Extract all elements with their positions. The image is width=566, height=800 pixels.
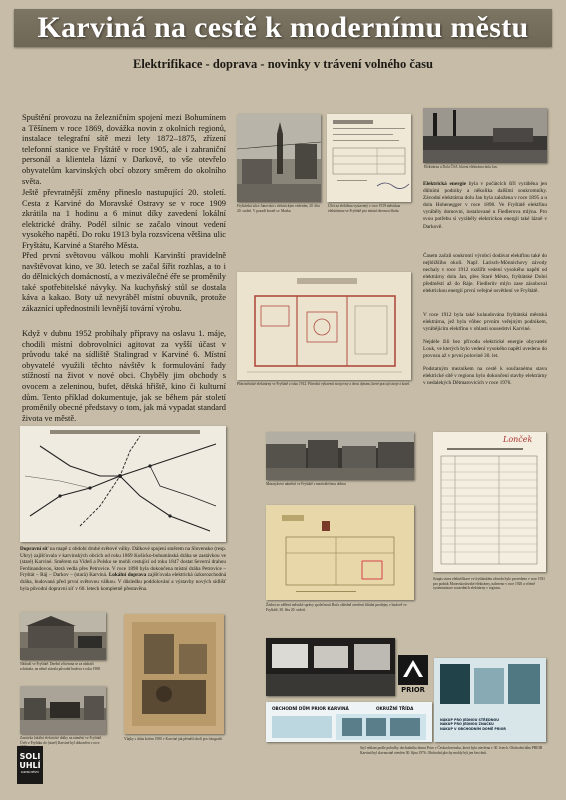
photo-plant-drawing	[423, 108, 547, 163]
doc-invoice-drawing	[327, 114, 411, 202]
photo-power-plant	[423, 108, 547, 163]
doc-electricity-invoice	[327, 114, 411, 202]
prior-small-ad	[434, 658, 546, 742]
soli-uhli-logo	[17, 746, 43, 784]
electricity-paragraph-2: Časem začali soukromí výrobci dodávat elektřinu také do nejbližšího okolí. Např. Larisch-Mönnichovy závody nechaly v roce 1912 rozšířit vedení vysokého napětí od elektrárny dolu Jan, přes Staré Město, fryštátské Dolní předměstí až do Ráje. Fiedlerův mlýn zase zásoboval elektrickou energií první veřejné osvětlení ve Fryštátě.	[423, 253, 547, 295]
map-caption-text-1: na mapě z období druhé světové války. Dálkové spojení směrem na Slovensko (resp. Uhry) zajišťovala v karvinských obcích od roku 1869 Košicko-bohumínská dráha se zastávkou ve (staré) Karviné. Směrem na Vídeň a Polsko se mohli cestující od roku 1847 dostat Severní drahou Ferdinandovou, která vedla přes Petrovice. V roce 1898 byla dokončena místní dráha Petrovice – Fryštát – Ráj – Darkov – (stará) Karviná.	[20, 546, 226, 579]
prior-logo	[398, 655, 428, 695]
map-caption-1	[20, 546, 226, 592]
electricity-paragraph-5: Podstatným mezníkem na cestě k současnému stavu elektrické sítě v regionu bylo dokončení stavby elektrárny v nedalekých Dětmarovicích v roce 1976.	[423, 366, 547, 387]
photo-street-drawing	[237, 114, 321, 202]
caption-prior: Styl reklam podle pobočky obchodního domu Prior v Československu, která byla otevřena v 30. letech. Obchodní dům PRIOR Karviná byl slavnostně otevřen 30. října 1976. Obchodní plochy mohly být jen šest dnů.	[360, 746, 543, 755]
logo-line-2: UHLÍ	[19, 761, 41, 770]
doc-bata-request	[266, 505, 414, 600]
paragraph-2: Ještě převratnější změny přineslo nastupující 20. století. Cesta z Karviné do Moravské Ostravy se v roce 1909 zkrátila na 1 hodinu a 6 minut díky zavedení lokální elektrické dráhy. Podél silnic se začalo vinout vedení vysokého napětí. Do roku 1913 byla rozsvícena většina ulic Fryštátu, Karviné a Starého Města.	[22, 188, 226, 250]
paragraph-4: Když v dubnu 1952 probíhaly přípravy na oslavu 1. máje, chodili místní dobrovolníci agitovat za vyšší účast v průvodu také na sídliště Stalingrad v Karviné 6. Místní obyvatelé využili těchto návštěv k formulování řady stížností na život v nové obci. Chyběly jim obchody s ovocem a zeleninou, bufet, dětská hřiště, kino či kulturní dům. Tento příklad dokumentuje, jak se během pár století proměnily obecné představy o tom, jak má vypadat standard života ve městě.	[22, 329, 226, 423]
prior-advert-headline: OBCHODNÍ DŮM PRIOR KARVINÁ	[272, 706, 349, 711]
doc-list-drawing	[433, 432, 546, 572]
electricity-text-1: byla v počátcích šíří vyráběna jen důlními podniky a několika dalšími soukromníky. Závodní elektrárna dolu Jan byla založena v roce 1895 a u dolu Hohenegger v roce 1898. Ve Fryštátě elektřinu vyráběly domovní, instalované u Fiedlerova mlýna. Pro svou potřebu si vyráběly elektrickou energii také lázně v Darkově.	[423, 181, 547, 230]
prior-advert	[266, 702, 432, 742]
photo-railway-station	[20, 612, 106, 660]
poster-title: Karviná na cestě k modernímu městu	[37, 11, 529, 44]
photo-tram-stop	[20, 686, 106, 734]
logo-sub: KARVINÁ MĚSTO	[21, 771, 39, 774]
prior-advert-drawing	[266, 714, 432, 742]
caption-bata: Žádost ze sdělení městské správy společnosti Baťa ohledně otevření filiální prodejny v budově ve Fryštátě, 30. léta 20. století.	[266, 603, 407, 612]
caption-tram: Zastávka lokální elektrické dráhy na náměstí ve Fryštátě. Úvěr z Fryštátu do (staré) Karviné byl dokončen v roce	[20, 736, 103, 745]
electricity-paragraph-1	[423, 181, 547, 231]
prior-small-ad-drawing	[434, 658, 546, 718]
map-caption-lead-2: Lokální doprava	[108, 572, 147, 579]
electricity-paragraph-3: V roce 1912 byla také kolaudována fryštátská městská elektrárna, jež byla vůbec prvním veřejným podnikem, vyrábějícím elektřinu v oblasti sousedství Karviné.	[423, 312, 547, 333]
map-drawing	[20, 426, 226, 542]
caption-power-plant: Elektrárna u Dolu ČSA, hlavní elektrárna dolu Jan.	[424, 165, 498, 169]
caption-street: Fryštátská ulice Janovská s elektrickým vedením, 20. léta 20. století. V pozadí kostel sv. Marka.	[237, 204, 320, 213]
caption-invoice: Účet za elektřinu vystavený v roce 1919 městskou elektrárnou ve Fryštátě pro místní obecnou školu.	[328, 204, 401, 213]
electricity-lead: Elektrická energie	[423, 181, 467, 187]
prior-logo-mark	[398, 655, 428, 685]
title-bar	[14, 9, 552, 47]
prior-small-ad-text: NÁKUP PRO JEDNOU STŘEDNOU NÁKUP PRO JEDNOU ZNAČKU NÁKUP V OBCHODNÍM DOMĚ PRIOR	[440, 718, 506, 731]
caption-square: Masarykovo náměstí ve Fryštátě s meziválečnou dobou	[266, 482, 346, 486]
photo-postcard	[124, 614, 224, 734]
prior-logo-text: PRIOR	[401, 686, 425, 694]
photo-square-drawing	[266, 432, 414, 480]
photo-station-drawing	[20, 612, 106, 660]
map-caption-lead-1: Dopravní síť	[20, 546, 49, 552]
map-transport-network	[20, 426, 226, 542]
doc-electrification-list	[433, 432, 546, 572]
doc-bata-drawing	[266, 505, 414, 600]
doc-list-signature: Lonček	[503, 435, 533, 444]
caption-plan: Plán městské elektrárny ve Fryštátě z roku 1912. Původní vybavení strojovny a dvou dynam, které pracují stroje a kotel.	[237, 382, 410, 386]
electricity-paragraph-4: Nejdéle žili bez přívodu elektrické energie obyvatelé Louk, ve kterých bylo vedení vysokého napětí uvedeno do provozu až v první polovině 30. let.	[423, 339, 548, 360]
poster-subtitle: Elektrifikace - doprava - novinky v trávení volného času	[132, 57, 433, 71]
photo-store-drawing	[266, 638, 395, 696]
photo-street-janovska	[237, 114, 321, 202]
logo-line-1: SOLI	[19, 752, 41, 761]
plan-drawing	[237, 272, 411, 380]
prior-advert-side: OKRUŽNÍ TŘÍDA	[376, 706, 414, 711]
photo-store-interior	[266, 638, 395, 696]
caption-list: Soupis stavu elektrifikace ve fryštátském obvodu bylo provedeno v roce 1931 pro podnik Moravskoslezské elektrárny, nalezeno v roce 1920 a včetně systematizace sousedních elektrárny v regionu.	[433, 577, 545, 590]
doc-power-plant-plan	[237, 272, 411, 380]
paragraph-1: Spuštění provozu na železničním spojení mezi Bohumínem a Těšínem v roce 1869, dovážka novin z okolních regionů, instalace telegrafní sítě mezi lety 1872–1875, zřízení telefonní stanice ve Fryštátě v roce 1905, ale i zahraniční personál a klientela lázní v Darkově, to vše otevřelo obyvatelům karvinských obcí obzory směrem do okolního světa.	[22, 113, 226, 186]
map-caption-text-2: zajišťovala elektrická úzkorozchodná dráha, budovaná před první světovou válkou. V důsledku poddolování a výstavby nových sídlišť byla původní dopravní síť v 60. letech kompletně přestavěna.	[20, 572, 226, 592]
photo-masaryk-square	[266, 432, 414, 480]
caption-station: Nádraží ve Fryštátě. Dnešní zřícenina se za nádraží zchátrala, na němž stávala původní budova z roku 1908.	[20, 662, 101, 671]
photo-tram-drawing	[20, 686, 106, 734]
paragraph-3: Před první světovou válkou mohli Karvinští pravidelně navštěvovat kino, ve 30. letech se začal šířit rozhlas, a to i do dělnických domácností, a v meziválečné éře se proměnily také spotřebitelské návyky. Na kuchyňský stůl se dostala káva a kakao. Boty už nevyráběl místní obuvník, protože zákazníci upřednostnili levnější tovární výrobu.	[22, 251, 226, 313]
caption-postcard: Vlajky s doba kolem 1900 v Karviné jak přenáší okolí pro fotografii.	[124, 737, 224, 741]
photo-postcard-drawing	[124, 614, 224, 734]
